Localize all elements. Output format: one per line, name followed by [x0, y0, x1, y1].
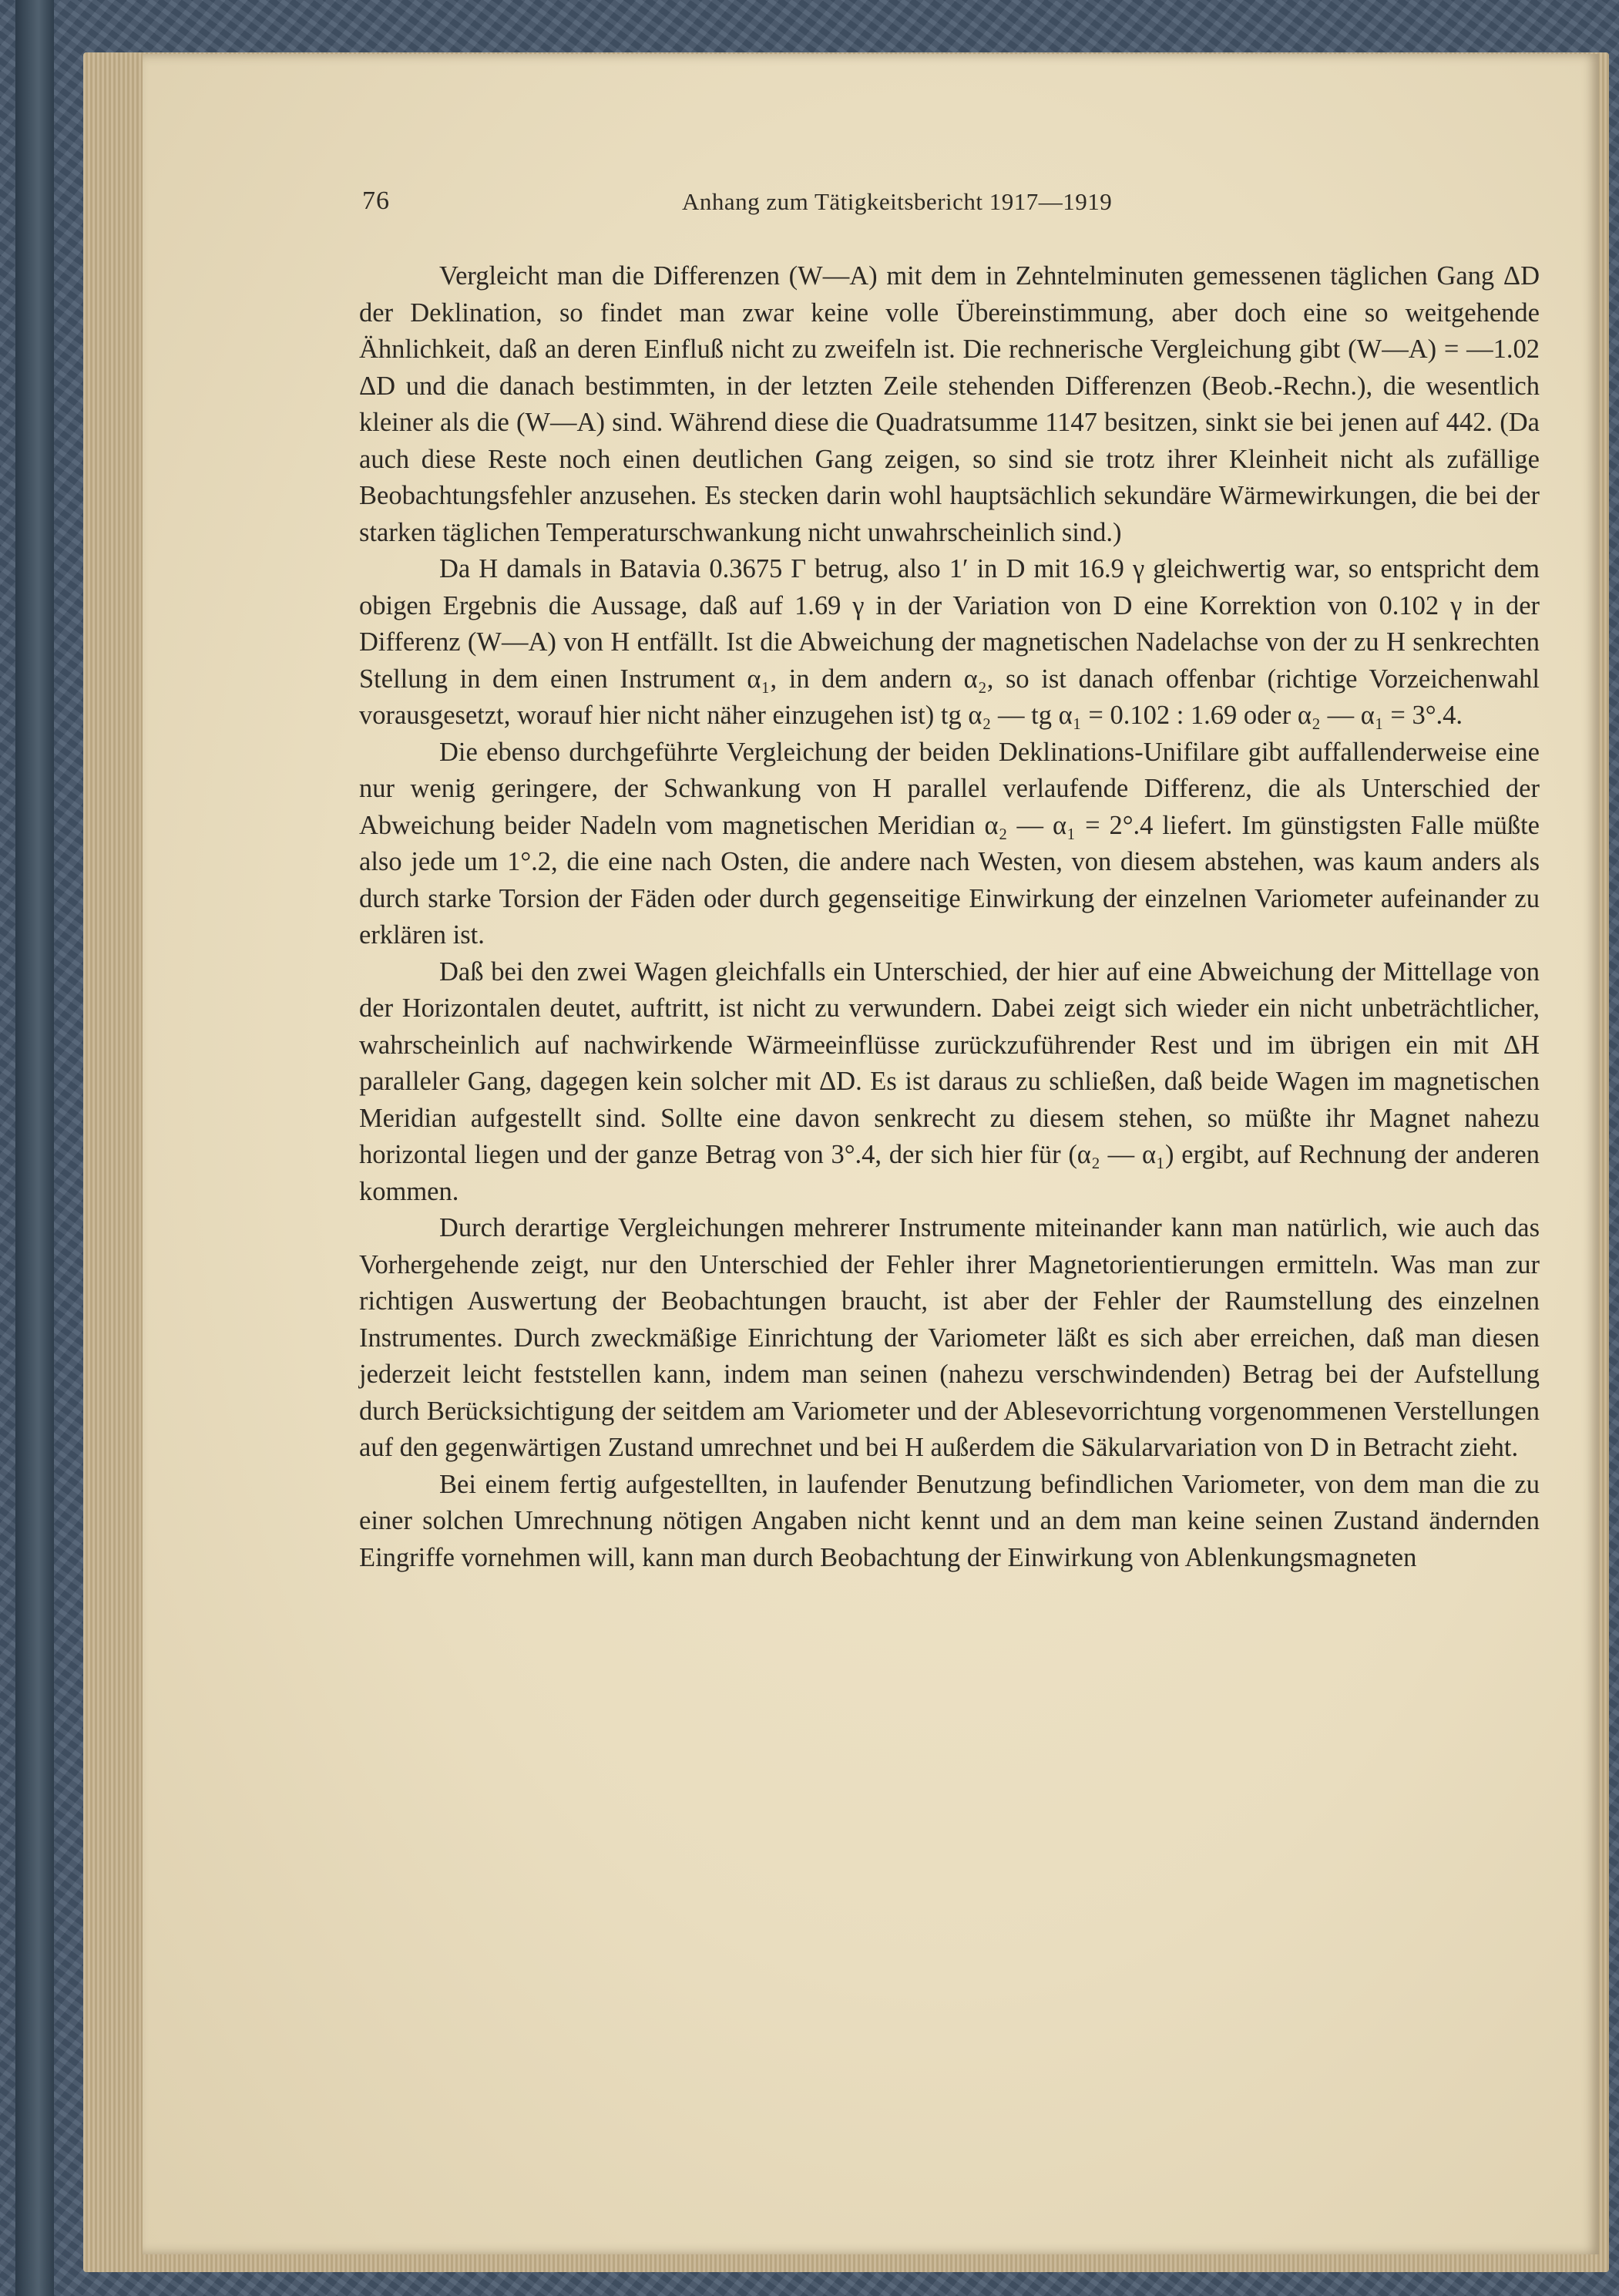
body-text — [359, 258, 1540, 1576]
paragraph: Die ebenso durchgeführte Vergleichung der beiden Deklinations-Unifilare gibt auffallenderweise eine nur wenig geringere, der Schwankung von H parallel verlaufende Differenz, die als Unterschied der Abweichung beider Nadeln vom magnetischen Meridian α₂ — α₁ = 2°.4 liefert. Im günstigsten Falle müßte also jede um 1°.2, die eine nach Osten, die andere nach Westen, von diesem abstehen, was kaum anders als durch starke Torsion der Fäden oder durch gegenseitige Einwirkung der einzelnen Variometer aufeinander zu erklären ist. — [359, 737, 1540, 950]
paragraph: Bei einem fertig aufgestellten, in laufender Benutzung befindlichen Variometer, von dem man die zu einer solchen Umrechnung nötigen Angaben nicht kennt und an dem man keine seinen Zustand ändernden Eingriffe vornehmen will, kann man durch Beobachtung der Einwirkung von Ablenkungsmagneten — [359, 1469, 1540, 1572]
running-head: Anhang zum Tätigkeitsbericht 1917—1919 — [682, 188, 1113, 215]
paragraph: Da H damals in Batavia 0.3675 Γ betrug, also 1′ in D mit 16.9 γ gleichwertig war, so entspricht dem obigen Ergebnis die Aussage, daß auf 1.69 γ in der Variation von D eine Korrektion von 0.102 γ in der Differenz (W—A) von H entfällt. Ist die Abweichung der magnetischen Nadelachse von der zu H senkrechten Stellung in dem einen Instrument α₁, in dem andern α₂, so ist danach offenbar (richtige Vorzeichenwahl vorausgesetzt, worauf hier nicht näher einzugehen ist) tg α₂ — tg α₁ = 0.102 : 1.69 oder α₂ — α₁ = 3°.4. — [359, 554, 1540, 730]
book-spine — [15, 0, 54, 2296]
paragraph: Daß bei den zwei Wagen gleichfalls ein Unterschied, der hier auf eine Abweichung der Mittellage von der Horizontalen deutet, auftritt, ist nicht zu verwundern. Dabei zeigt sich wieder ein nicht unbeträchtlicher, wahrscheinlich auf nachwirkende Wärmeeinflüsse zurückzuführender Rest und im übrigen ein mit ΔH paralleler Gang, dagegen kein solcher mit ΔD. Es ist daraus zu schließen, daß beide Wagen im magnetischen Meridian aufgestellt sind. Sollte eine davon senkrecht zu diesem stehen, so müßte ihr Magnet nahezu horizontal liegen und der ganze Betrag von 3°.4, der sich hier für (α₂ — α₁) ergibt, auf Rechnung der anderen kommen. — [359, 956, 1540, 1206]
page-number: 76 — [362, 187, 390, 215]
paragraph: Durch derartige Vergleichungen mehrerer Instrumente miteinander kann man natürlich, wie auch das Vorhergehende zeigt, nur den Unterschied der Fehler ihrer Magnetorientierungen ermitteln. Was man zur richtigen Auswertung der Beobachtungen braucht, ist aber der Fehler der Raumstellung des einzelnen Instrumentes. Durch zweckmäßige Einrichtung der Variometer läßt es sich aber erreichen, daß man diesen jederzeit leicht feststellen kann, indem man seinen (nahezu verschwindenden) Betrag bei der Aufstellung durch Berücksichtigung der seitdem am Variometer und der Ablesevorrichtung vorgenommenen Verstellungen auf den gegenwärtigen Zustand umrechnet und bei H außerdem die Säkularvariation von D in Betracht zieht. — [359, 1213, 1540, 1462]
paragraph: Vergleicht man die Differenzen (W—A) mit dem in Zehntelminuten gemessenen täglichen Gang ΔD der Deklination, so findet man zwar keine volle Übereinstimmung, aber doch eine so weitgehende Ähnlichkeit, daß an deren Einfluß nicht zu zweifeln ist. Die rechnerische Vergleichung gibt (W—A) = —1.02 ΔD und die danach bestimmten, in der letzten Zeile stehenden Differenzen (Beob.-Rechn.), die wesentlich kleiner als die (W—A) sind. Während diese die Quadratsumme 1147 besitzen, sinkt sie bei jenen auf 442. (Da auch diese Reste noch einen deutlichen Gang zeigen, so sind sie trotz ihrer Kleinheit nicht als zufällige Beobachtungsfehler anzusehen. Es stecken darin wohl hauptsächlich sekundäre Wärmewirkungen, die bei der starken täglichen Temperaturschwankung nicht unwahrscheinlich sind.) — [359, 261, 1540, 547]
